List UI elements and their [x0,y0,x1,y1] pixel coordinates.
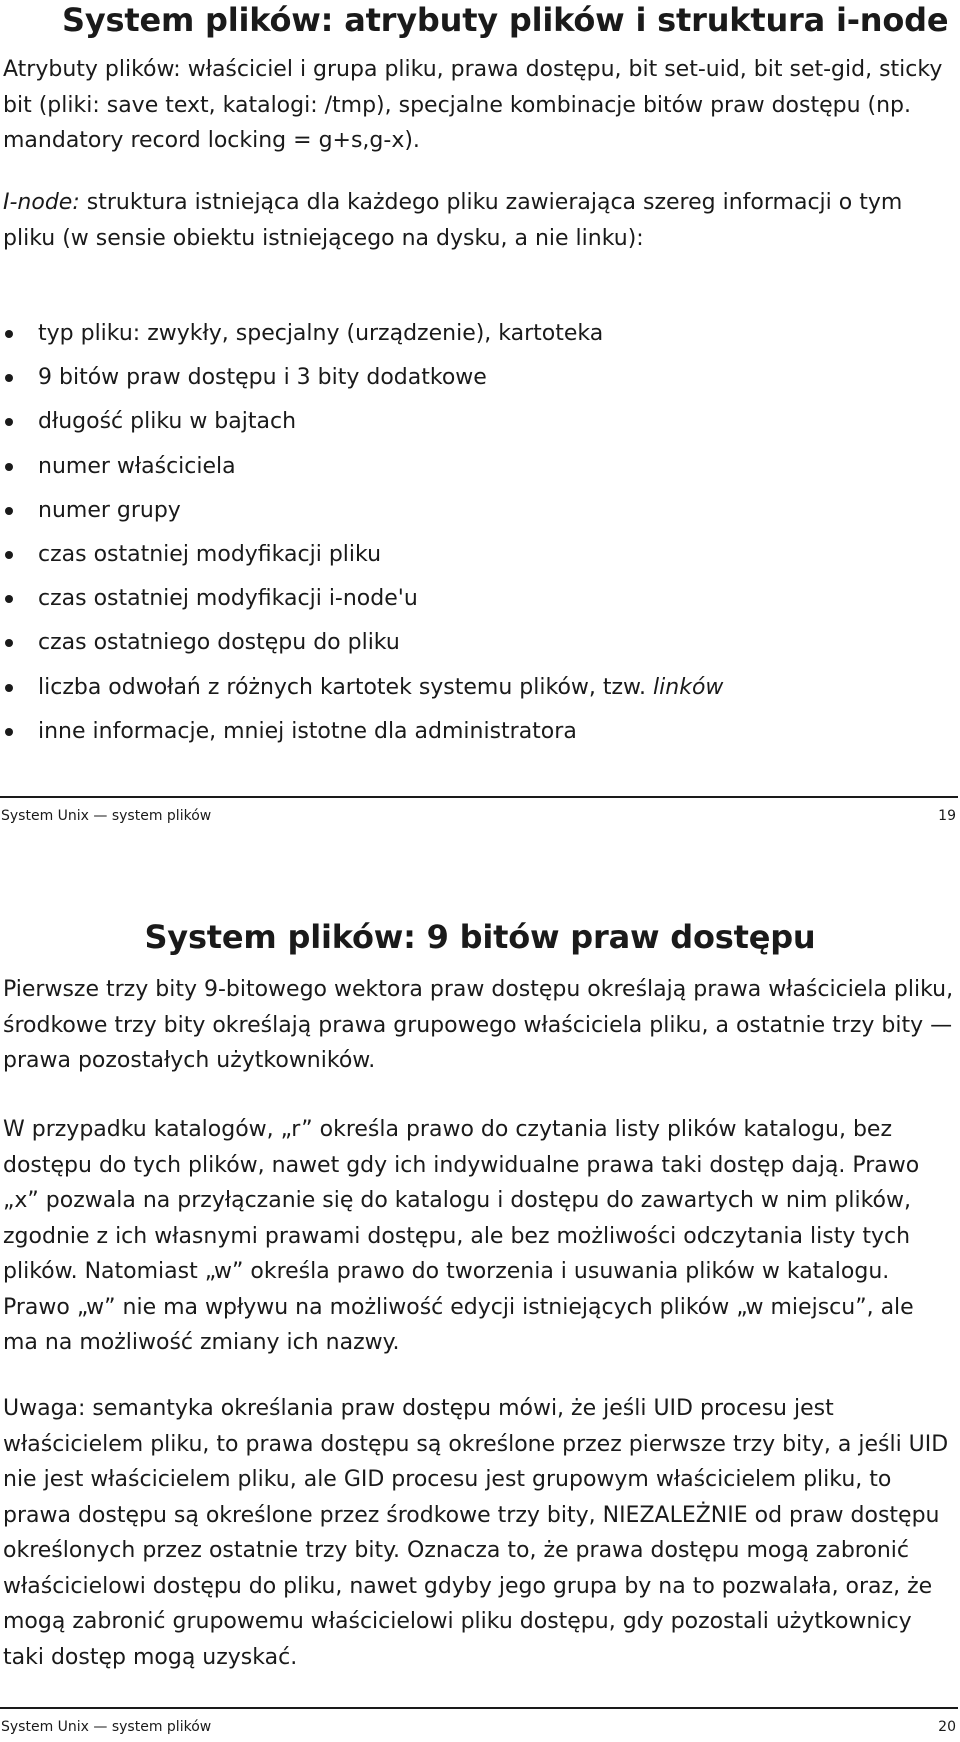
footer-title: System Unix — system plików [1,1719,212,1735]
list-item: czas ostatniej modyfikacji i-node'u [0,577,950,621]
attributes-paragraph: Atrybuty plików: właściciel i grupa pliku, prawa dostępu, bit set-uid, bit set-gid, sticky bit (pliki: save text, katalogi: /tmp), specjalne kombinacje bitów praw dostępu (np. mandatory record locking = g+s,g-x). [3,57,943,153]
inode-description: struktura istniejąca dla każdego pliku zawierająca szereg informacji o tym pliku (w sensie obiektu istniejącego na dysku, a nie linku): [3,190,903,251]
list-item: typ pliku: zwykły, specjalny (urządzenie), kartoteka [0,312,950,356]
bullet-icon [5,639,13,647]
bullet-icon [5,551,13,559]
bits-paragraph: Pierwsze trzy bity 9-bitowego wektora praw dostępu określają prawa właściciela pliku, środkowe trzy bity określają prawa grupowego właściciela pliku, a ostatnie trzy bity — prawa pozostałych użytkowników. [3,977,954,1073]
list-item: czas ostatniego dostępu do pliku [0,621,950,665]
inode-term: I-node: [3,190,80,215]
bullet-icon [5,728,13,736]
list-item: inne informacje, mniej istotne dla administratora [0,710,950,754]
list-item: długość pliku w bajtach [0,400,950,444]
slide-attributes-inode [0,0,960,835]
bullet-icon [5,330,13,338]
page-number: 20 [938,1719,956,1735]
page-number: 19 [938,808,956,824]
footer-title: System Unix — system plików [1,808,212,824]
list-item: numer właściciela [0,445,950,489]
inode-paragraph [3,185,953,256]
list-item: liczba odwołań z różnych kartotek systemu plików, tzw. linków [0,666,950,710]
note-paragraph: Uwaga: semantyka określania praw dostępu mówi, że jeśli UID procesu jest właścicielem pliku, to prawa dostępu są określone przez pierwsze trzy bity, a jeśli UID nie jest właścicielem pliku, ale GID procesu jest grupowym właścicielem pliku, to prawa dostępu są określone przez środkowe trzy bity, NIEZALEŻNIE od praw dostępu określonych przez ostatnie trzy bity. Oznacza to, że prawa dostępu mogą zabronić właścicielowi dostępu do pliku, nawet gdyby jego grupa by na to pozwalała, oraz, że mogą zabronić grupowemu właścicielowi pliku dostępu, gdy pozostali użytkownicy taki dostęp mogą uzyskać. [3,1396,949,1670]
bullet-icon [5,374,13,382]
slide-permission-bits [0,895,960,1742]
slide-title: System plików: 9 bitów praw dostępu [144,918,816,956]
bullet-icon [5,463,13,471]
bullet-icon [5,684,13,692]
list-item: czas ostatniej modyfikacji pliku [0,533,950,577]
slide-title: System plików: atrybuty plików i struktura i-node [62,1,949,39]
links-emphasis: linków [653,674,724,700]
list-item: numer grupy [0,489,950,533]
slide-footer [0,796,958,825]
bullet-icon [5,418,13,426]
bullet-icon [5,595,13,603]
bullet-icon [5,507,13,515]
slide-footer [0,1707,958,1736]
list-item: 9 bitów praw dostępu i 3 bity dodatkowe [0,356,950,400]
directories-paragraph: W przypadku katalogów, „r” określa prawo do czytania listy plików katalogu, bez dostępu do tych plików, nawet gdy ich indywidualne prawa taki dostęp dają. Prawo „x” pozwala na przyłączanie się do katalogu i dostępu do zawartych w nim plików, zgodnie z ich własnymi prawami dostępu, ale bez możliwości odczytania listy tych plików. Natomiast „w” określa prawo do tworzenia i usuwania plików w katalogu. Prawo „w” nie ma wpływu na możliwość edycji istniejących plików „w miejscu”, ale ma na możliwość zmiany ich nazwy. [3,1117,920,1355]
inode-fields-list [0,312,950,754]
